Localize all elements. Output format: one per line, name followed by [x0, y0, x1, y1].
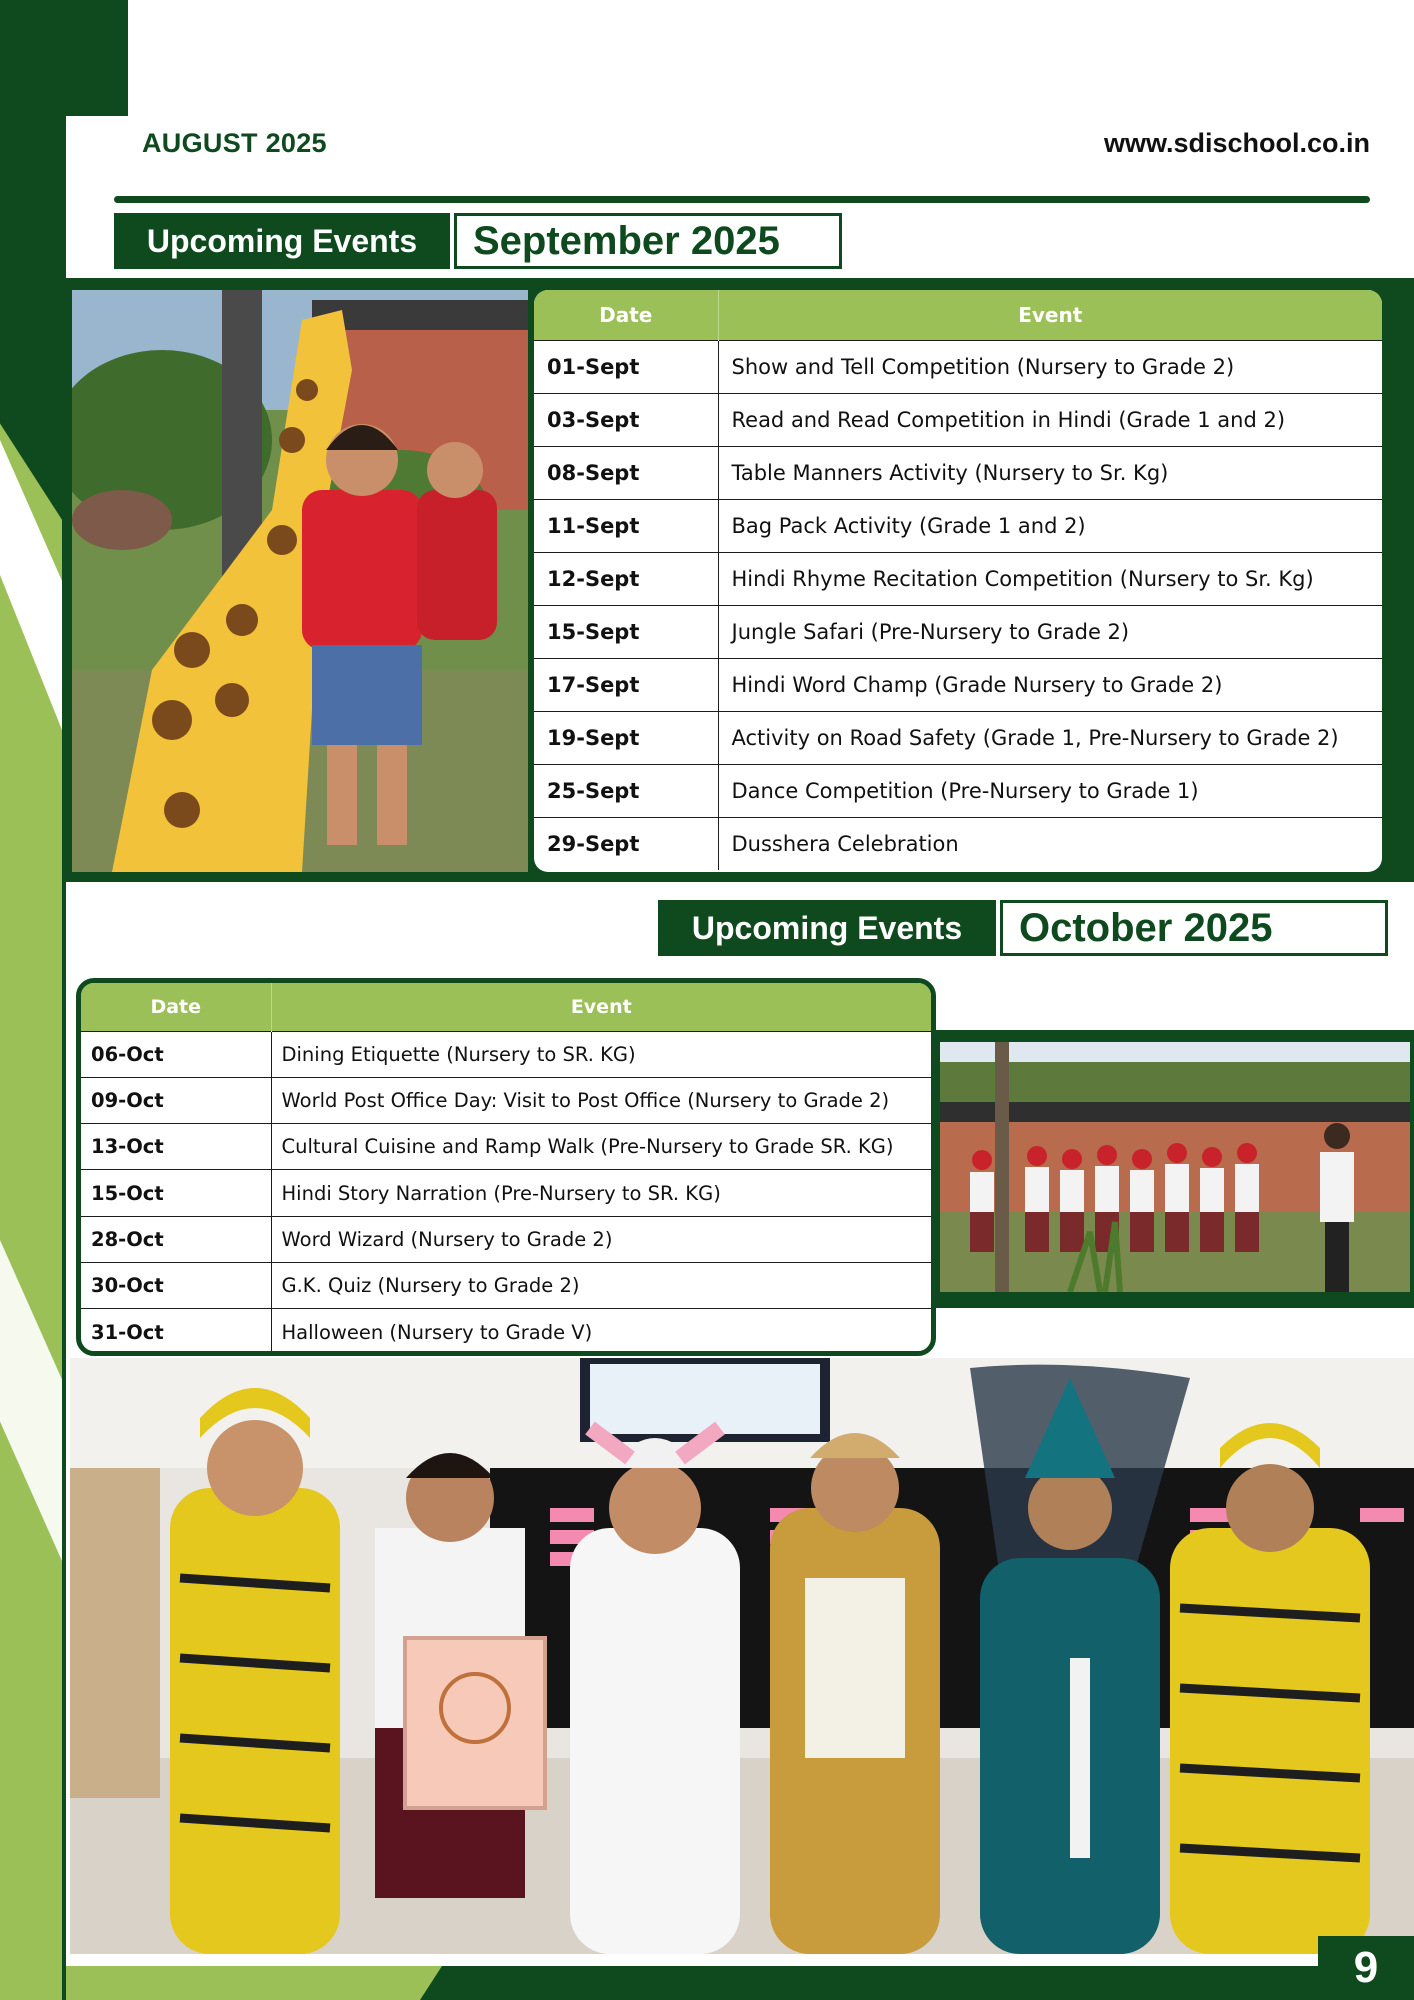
table-row: [534, 446, 1382, 499]
table-header-row: [81, 983, 931, 1031]
issue-month: AUGUST 2025: [142, 128, 327, 158]
event-date: 25-Sept: [534, 764, 718, 817]
event-date: 03-Sept: [534, 393, 718, 446]
event-date: 19-Sept: [534, 711, 718, 764]
event-column-header: Event: [271, 983, 931, 1031]
section-month: October 2025: [1000, 900, 1388, 956]
event-date: 15-Oct: [81, 1170, 271, 1216]
event-name: Table Manners Activity (Nursery to Sr. Kg): [718, 446, 1382, 499]
october-section-title: [658, 900, 1388, 956]
section-label: Upcoming Events: [658, 900, 996, 956]
table-row: [534, 552, 1382, 605]
event-name: Hindi Rhyme Recitation Competition (Nursery to Sr. Kg): [718, 552, 1382, 605]
table-row: [534, 658, 1382, 711]
table-row: [534, 764, 1382, 817]
event-name: Dusshera Celebration: [718, 817, 1382, 870]
event-date: 06-Oct: [81, 1031, 271, 1077]
giraffe-photo: [72, 290, 528, 872]
september-events-table: [534, 290, 1382, 872]
section-label: Upcoming Events: [114, 213, 450, 269]
event-name: Bag Pack Activity (Grade 1 and 2): [718, 499, 1382, 552]
event-column-header: Event: [718, 290, 1382, 340]
table-row: [534, 605, 1382, 658]
event-date: 01-Sept: [534, 340, 718, 393]
students-garden-photo: [940, 1042, 1410, 1292]
event-name: Halloween (Nursery to Grade V): [271, 1309, 931, 1355]
table-row: [81, 1124, 931, 1170]
table-row: [81, 1031, 931, 1077]
event-date: 17-Sept: [534, 658, 718, 711]
table-row: [81, 1309, 931, 1355]
table-header-row: [534, 290, 1382, 340]
table-row: [534, 393, 1382, 446]
corner-block: [0, 0, 128, 116]
header-divider: [114, 196, 1370, 203]
event-date: 08-Sept: [534, 446, 718, 499]
event-name: Word Wizard (Nursery to Grade 2): [271, 1216, 931, 1262]
section-month: September 2025: [454, 213, 842, 269]
page-number: 9: [1353, 1943, 1379, 1992]
table-row: [81, 1077, 931, 1123]
table-row: [534, 340, 1382, 393]
event-date: 11-Sept: [534, 499, 718, 552]
event-name: Read and Read Competition in Hindi (Grade 1 and 2): [718, 393, 1382, 446]
table-row: [81, 1262, 931, 1308]
event-date: 09-Oct: [81, 1077, 271, 1123]
event-name: Dining Etiquette (Nursery to SR. KG): [271, 1031, 931, 1077]
event-name: Hindi Story Narration (Pre-Nursery to SR. KG): [271, 1170, 931, 1216]
event-name: Cultural Cuisine and Ramp Walk (Pre-Nursery to Grade SR. KG): [271, 1124, 931, 1170]
table-row: [534, 817, 1382, 870]
event-date: 30-Oct: [81, 1262, 271, 1308]
date-column-header: Date: [534, 290, 718, 340]
event-date: 12-Sept: [534, 552, 718, 605]
table-row: [534, 711, 1382, 764]
table-row: [81, 1170, 931, 1216]
event-date: 13-Oct: [81, 1124, 271, 1170]
event-name: Hindi Word Champ (Grade Nursery to Grade 2): [718, 658, 1382, 711]
event-date: 28-Oct: [81, 1216, 271, 1262]
table-row: [81, 1216, 931, 1262]
footer-bar-dark: [420, 1966, 1414, 2000]
table-row: [534, 499, 1382, 552]
event-name: World Post Office Day: Visit to Post Office (Nursery to Grade 2): [271, 1077, 931, 1123]
event-date: 31-Oct: [81, 1309, 271, 1355]
costume-parade-photo: [70, 1358, 1414, 1954]
event-name: Show and Tell Competition (Nursery to Grade 2): [718, 340, 1382, 393]
october-events-table: [76, 978, 936, 1356]
event-name: Activity on Road Safety (Grade 1, Pre-Nursery to Grade 2): [718, 711, 1382, 764]
school-website[interactable]: www.sdischool.co.in: [1103, 128, 1370, 158]
date-column-header: Date: [81, 983, 271, 1031]
event-date: 29-Sept: [534, 817, 718, 870]
september-section-title: [114, 213, 842, 269]
event-name: Jungle Safari (Pre-Nursery to Grade 2): [718, 605, 1382, 658]
event-date: 15-Sept: [534, 605, 718, 658]
event-name: Dance Competition (Pre-Nursery to Grade 1): [718, 764, 1382, 817]
event-name: G.K. Quiz (Nursery to Grade 2): [271, 1262, 931, 1308]
